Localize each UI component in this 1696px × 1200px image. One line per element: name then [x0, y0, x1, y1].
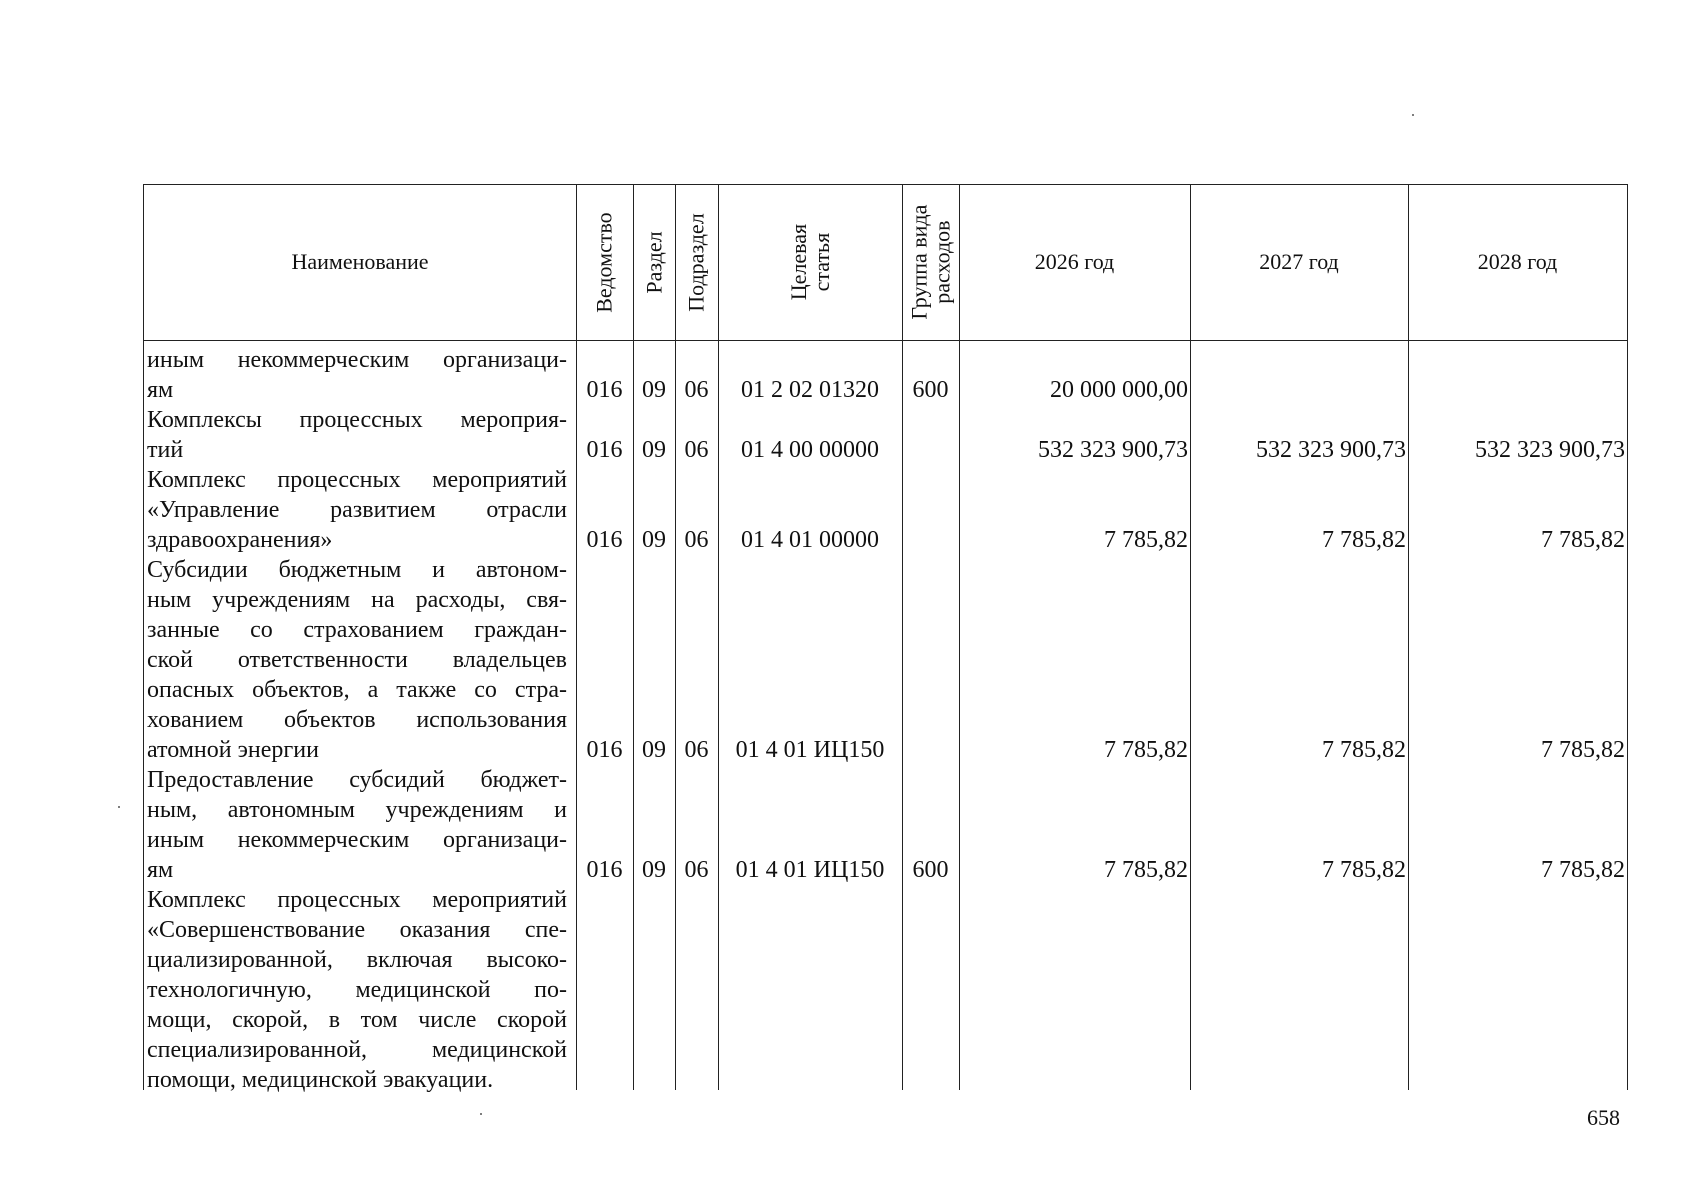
- header-2028-label: 2028 год: [1477, 249, 1558, 275]
- cell-vedomstvo: 016: [586, 857, 623, 883]
- cell-name-line: Комплекс процессных мероприятий: [147, 467, 567, 493]
- cell-gruppa-vida: 600: [912, 857, 949, 883]
- cell-tselevaya-statya: 01 4 01 ИЦ150: [735, 737, 885, 763]
- header-gruppa-line: расходов: [929, 220, 955, 305]
- cell-podrazdel: 06: [684, 527, 709, 553]
- header-gruppa-vida: [902, 185, 959, 340]
- table-row: [144, 765, 1627, 885]
- cell-2026: 20 000 000,00: [1050, 377, 1188, 403]
- cell-name-line: занные со страхованием граждан-: [147, 617, 567, 643]
- budget-table: [143, 184, 1628, 1093]
- cell-name-line: «Управление развитием отрасли: [147, 497, 567, 523]
- cell-name-line: мощи, скорой, в том числе скорой: [147, 1007, 567, 1033]
- header-2027-label: 2027 год: [1259, 249, 1339, 275]
- header-gruppa-label: [907, 205, 953, 320]
- cell-2026: 7 785,82: [1104, 737, 1188, 763]
- cell-name-line: технологичную, медицинской по-: [147, 977, 567, 1003]
- cell-name-line: специализированной, медицинской: [147, 1037, 567, 1063]
- header-gruppa-line: Группа вида: [906, 205, 932, 320]
- cell-name-line: ным учреждениям на расходы, свя-: [147, 587, 567, 613]
- cell-name-line: тий: [147, 437, 184, 463]
- cell-name-line: циализированной, включая высоко-: [147, 947, 567, 973]
- header-2028: [1408, 185, 1627, 340]
- cell-name-line: здравоохранения»: [147, 527, 333, 553]
- cell-name-line: «Совершенствование оказания спе-: [147, 917, 567, 943]
- cell-name: [147, 885, 567, 1095]
- header-tselevaya-label: [787, 224, 833, 300]
- table-row: [144, 345, 1627, 405]
- header-2026-label: 2026 год: [1034, 249, 1115, 275]
- cell-name-line: Комплекс процессных мероприятий: [147, 887, 567, 913]
- cell-2028: 7 785,82: [1541, 857, 1625, 883]
- cell-razdel: 09: [642, 377, 666, 403]
- cell-name-line: помощи, медицинской эвакуации.: [147, 1067, 494, 1093]
- cell-2027: 7 785,82: [1322, 857, 1406, 883]
- header-tselevaya-line: Целевая: [785, 224, 811, 301]
- scan-speck: [480, 1113, 482, 1115]
- table-row: [144, 465, 1627, 555]
- header-2027: [1190, 185, 1408, 340]
- cell-2028: 532 323 900,73: [1475, 437, 1625, 463]
- cell-2026: 7 785,82: [1104, 527, 1188, 553]
- header-podrazdel-label: Подраздел: [683, 213, 709, 312]
- cell-name-line: опасных объектов, а также со стра-: [147, 677, 567, 703]
- cell-name-line: атомной энергии: [147, 737, 319, 763]
- cell-razdel: 09: [642, 437, 666, 463]
- table-row: [144, 885, 1627, 1095]
- cell-2026: 7 785,82: [1104, 857, 1188, 883]
- cell-2028: 7 785,82: [1541, 737, 1625, 763]
- cell-podrazdel: 06: [684, 857, 709, 883]
- cell-name: [147, 555, 567, 765]
- header-name: [144, 185, 576, 340]
- cell-2027: 7 785,82: [1322, 527, 1406, 553]
- scan-speck: [118, 806, 120, 808]
- header-name-label: Наименование: [291, 249, 429, 275]
- cell-name: [147, 765, 567, 885]
- cell-name: [147, 465, 567, 555]
- cell-name: [147, 345, 567, 405]
- cell-tselevaya-statya: 01 4 01 00000: [741, 527, 879, 553]
- header-razdel-label: Раздел: [641, 231, 667, 294]
- cell-2026: 532 323 900,73: [1038, 437, 1188, 463]
- scan-speck: [1412, 114, 1414, 116]
- cell-tselevaya-statya: 01 4 01 ИЦ150: [735, 857, 885, 883]
- cell-name-line: хованием объектов использования: [147, 707, 567, 733]
- header-vedomstvo: [576, 185, 633, 340]
- cell-razdel: 09: [642, 737, 666, 763]
- page-number: 658: [1587, 1105, 1620, 1130]
- header-divider: [144, 340, 1627, 341]
- table-row: [144, 405, 1627, 465]
- cell-tselevaya-statya: 01 4 00 00000: [741, 437, 879, 463]
- cell-2028: 7 785,82: [1541, 527, 1625, 553]
- cell-2027: 532 323 900,73: [1256, 437, 1406, 463]
- header-tselevaya-statya: [718, 185, 902, 340]
- cell-name-line: ской ответственности владельцев: [147, 647, 567, 673]
- cell-razdel: 09: [642, 527, 666, 553]
- header-podrazdel: [675, 185, 718, 340]
- cell-podrazdel: 06: [684, 737, 709, 763]
- table-row: [144, 555, 1627, 765]
- cell-tselevaya-statya: 01 2 02 01320: [741, 377, 879, 403]
- cell-gruppa-vida: 600: [912, 377, 949, 403]
- cell-vedomstvo: 016: [586, 437, 623, 463]
- cell-name-line: ям: [147, 857, 174, 883]
- cell-name-line: ным, автономным учреждениям и: [147, 797, 567, 823]
- header-tselevaya-line: статья: [808, 233, 834, 292]
- cell-vedomstvo: 016: [586, 377, 623, 403]
- cell-name-line: иным некоммерческим организаци-: [147, 347, 567, 373]
- cell-name-line: Комплексы процессных мероприя-: [147, 407, 567, 433]
- cell-2027: 7 785,82: [1322, 737, 1406, 763]
- cell-name-line: Субсидии бюджетным и автоном-: [147, 557, 567, 583]
- cell-name-line: Предоставление субсидий бюджет-: [147, 767, 567, 793]
- cell-razdel: 09: [642, 857, 666, 883]
- cell-name-line: ям: [147, 377, 174, 403]
- header-2026: [959, 185, 1190, 340]
- header-razdel: [633, 185, 675, 340]
- cell-podrazdel: 06: [684, 437, 709, 463]
- cell-podrazdel: 06: [684, 377, 709, 403]
- cell-vedomstvo: 016: [586, 737, 623, 763]
- header-vedomstvo-label: Ведомство: [591, 212, 617, 313]
- cell-name-line: иным некоммерческим организаци-: [147, 827, 567, 853]
- cell-vedomstvo: 016: [586, 527, 623, 553]
- cell-name: [147, 405, 567, 465]
